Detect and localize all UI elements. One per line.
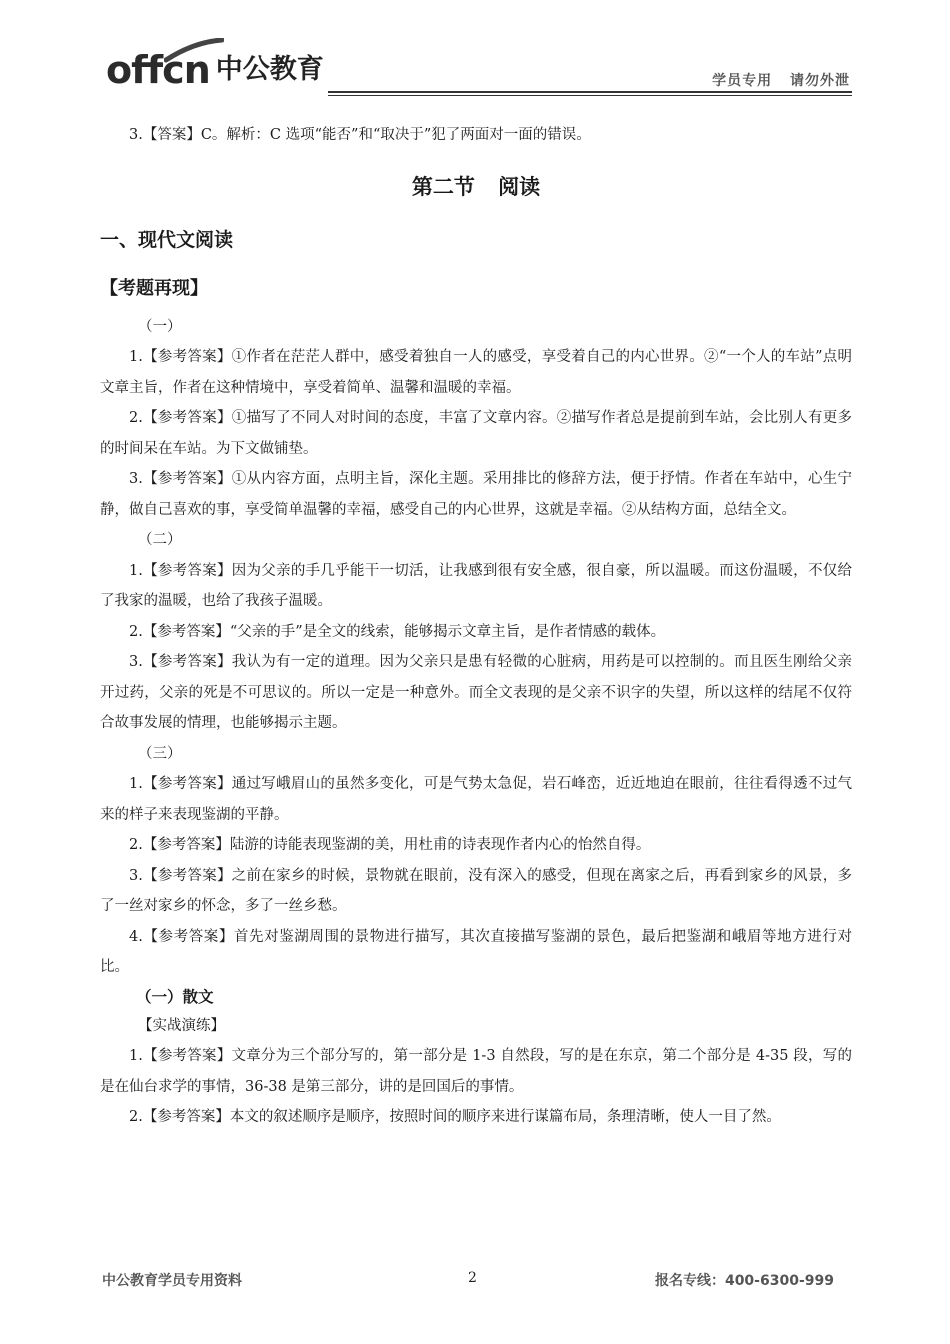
group-label-2: （二） — [138, 532, 182, 548]
footer-left-text: 中公教育学员专用资料 — [102, 1273, 242, 1289]
header-tagline: 学员专用 请勿外泄 — [712, 73, 850, 89]
answer-item: 1.【参考答案】文章分为三个部分写的，第一部分是 1-3 自然段，写的是在东京，第二个部分是 4-35 段，写的是在仙台求学的事情，36-38 是第三部分，讲的是回国后的事情。 — [100, 1048, 852, 1095]
offcn-logo — [106, 50, 324, 90]
header-rule-thin — [328, 95, 852, 96]
answer-item: 4.【参考答案】首先对鉴湖周围的景物进行描写，其次直接描写鉴湖的景色，最后把鉴湖和峨眉等地方进行对比。 — [100, 928, 852, 975]
intro-answer: 3.【答案】C。解析：C 选项“能否”和“取决于”犯了两面对一面的错误。 — [129, 127, 591, 143]
answer-item: 1.【参考答案】因为父亲的手几乎能干一切活，让我感到很有安全感，很自豪，所以温暖。而这份温暖，不仅给了我家的温暖，也给了我孩子温暖。 — [100, 562, 852, 609]
answer-item: 3.【参考答案】①从内容方面，点明主旨，深化主题。采用排比的修辞方法，便于抒情。作者在车站中，心生宁静，做自己喜欢的事，享受简单温馨的幸福，感受自己的内心世界，这就是幸福。②从结构方面，总结全文。 — [100, 471, 852, 518]
practice-label: 【实战演练】 — [138, 1017, 225, 1034]
page-header — [100, 42, 852, 98]
answer-item: 1.【参考答案】①作者在茫茫人群中，感受着独自一人的感受，享受着自己的内心世界。②“一个人的车站”点明文章主旨，作者在这种情境中，享受着简单、温馨和温暖的幸福。 — [100, 349, 852, 396]
logo-cn-text: 中公教育 — [215, 54, 324, 85]
group-label-1: （一） — [138, 318, 182, 335]
page-number: 2 — [468, 1270, 477, 1286]
page-footer — [100, 1270, 840, 1290]
heading-modern-reading: 一、现代文阅读 — [100, 228, 234, 251]
footer-hotline: 报名专线：400-6300-999 — [654, 1273, 834, 1289]
logo-latin-text: offcn — [106, 48, 210, 92]
answer-item: 2.【参考答案】本文的叙述顺序是顺序，按照时间的顺序来进行谋篇布局，条理清晰，使人一目了然。 — [129, 1109, 781, 1125]
heading-exam-review: 【考题再现】 — [100, 277, 208, 299]
answer-item: 3.【参考答案】我认为有一定的道理。因为父亲只是患有轻微的心脏病，用药是可以控制的。而且医生刚给父亲开过药，父亲的死是不可思议的。所以一定是一种意外。而全文表现的是父亲不识字的失望，所以这样的结尾不仅符合故事发展的情理，也能够揭示主题。 — [100, 654, 852, 731]
answer-item: 2.【参考答案】“父亲的手”是全文的线索，能够揭示文章主旨，是作者情感的载体。 — [129, 623, 666, 640]
section-title: 第二节 阅读 — [411, 174, 541, 199]
heading-prose: （一）散文 — [136, 987, 214, 1006]
answer-item: 2.【参考答案】①描写了不同人对时间的态度，丰富了文章内容。②描写作者总是提前到车站，会比别人有更多的时间呆在车站。为下文做铺垫。 — [100, 410, 852, 457]
answer-item: 3.【参考答案】之前在家乡的时候，景物就在眼前，没有深入的感受，但现在离家之后，再看到家乡的风景，多了一丝对家乡的怀念，多了一丝乡愁。 — [100, 867, 852, 914]
logo-swoosh-icon — [164, 38, 224, 64]
header-rule — [328, 91, 852, 93]
answer-item: 2.【参考答案】陆游的诗能表现鉴湖的美，用杜甫的诗表现作者内心的怡然自得。 — [129, 837, 651, 853]
answer-item: 1.【参考答案】通过写峨眉山的虽然多变化，可是气势太急促，岩石峰峦，近近地迫在眼前，往往看得透不过气来的样子来表现鉴湖的平静。 — [100, 776, 852, 823]
page-content — [100, 120, 852, 1133]
group-label-3: （三） — [138, 745, 182, 762]
